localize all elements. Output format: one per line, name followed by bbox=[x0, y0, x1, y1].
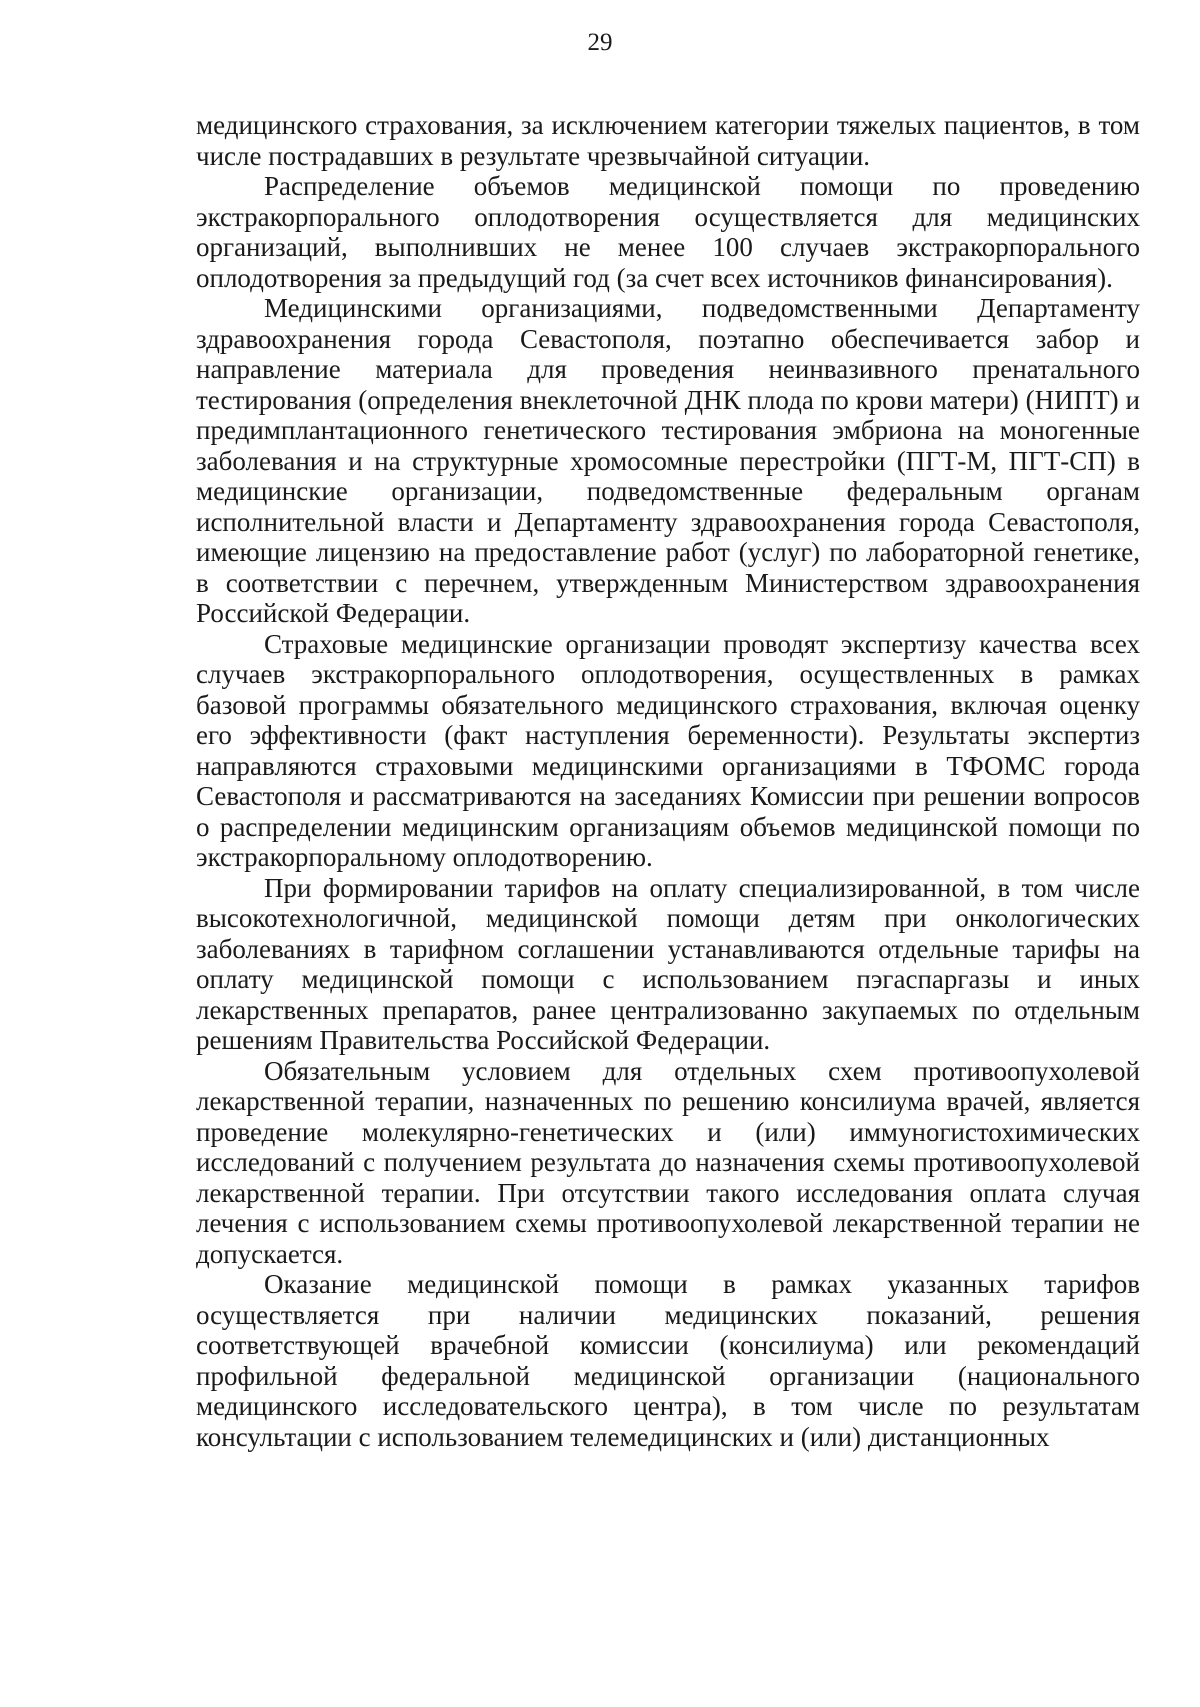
paragraph-prenatal-testing: Медицинскими организациями, подведомственными Департаменту здравоохранения города Севастополя, поэтапно обеспечивается забор и направление материала для проведения неинвазивного пренатального тестирования (определения внеклеточной ДНК плода по крови матери) (НИПТ) и предимплантационного генетического тестирования эмбриона на моногенные заболевания и на структурные хромосомные перестройки (ПГТ-М, ПГТ-СП) в медицинские организации, подведомственные федеральным органам исполнительной власти и Департаменту здравоохранения города Севастополя, имеющие лицензию на предоставление работ (услуг) по лабораторной генетике, в соответствии с перечнем, утвержденным Министерством здравоохранения Российской Федерации. bbox=[196, 293, 1140, 628]
paragraph-continuation: медицинского страхования, за исключением категории тяжелых пациентов, в том числе пострадавших в результате чрезвычайной ситуации. bbox=[196, 110, 1140, 171]
paragraph-pediatric-oncology-tariffs: При формировании тарифов на оплату специализированной, в том числе высокотехнологичной, медицинской помощи детям при онкологических заболеваниях в тарифном соглашении устанавливаются отдельные тарифы на оплату медицинской помощи с использованием пэгаспаргазы и иных лекарственных препаратов, ранее централизованно закупаемых по отдельным решениям Правительства Российской Федерации. bbox=[196, 872, 1140, 1055]
paragraph-mandatory-testing-condition: Обязательным условием для отдельных схем противоопухолевой лекарственной терапии, назначенных по решению консилиума врачей, является проведение молекулярно-генетических и (или) иммуногистохимических исследований с получением результата до назначения схемы противоопухолевой лекарственной терапии. При отсутствии такого исследования оплата случая лечения с использованием схемы противоопухолевой лекарственной терапии не допускается. bbox=[196, 1055, 1140, 1269]
paragraph-care-provision-conditions: Оказание медицинской помощи в рамках указанных тарифов осуществляется при наличии медицинских показаний, решения соответствующей врачебной комиссии (консилиума) или рекомендаций профильной федеральной медицинской организации (национального медицинского исследовательского центра), в том числе по результатам консультации с использованием телемедицинских и (или) дистанционных bbox=[196, 1269, 1140, 1452]
paragraph-eco-volume-distribution: Распределение объемов медицинской помощи по проведению экстракорпорального оплодотворения осуществляется для медицинских организаций, выполнивших не менее 100 случаев экстракорпорального оплодотворения за предыдущий год (за счет всех источников финансирования). bbox=[196, 171, 1140, 293]
page-number: 29 bbox=[587, 29, 613, 56]
paragraph-insurance-expertise: Страховые медицинские организации проводят экспертизу качества всех случаев экстракорпорального оплодотворения, осуществленных в рамках базовой программы обязательного медицинского страхования, включая оценку его эффективности (факт наступления беременности). Результаты экспертиз направляются страховыми медицинскими организациями в ТФОМС города Севастополя и рассматриваются на заседаниях Комиссии при решении вопросов о распределении медицинским организациям объемов медицинской помощи по экстракорпоральному оплодотворению. bbox=[196, 628, 1140, 872]
document-body bbox=[196, 110, 1140, 1452]
